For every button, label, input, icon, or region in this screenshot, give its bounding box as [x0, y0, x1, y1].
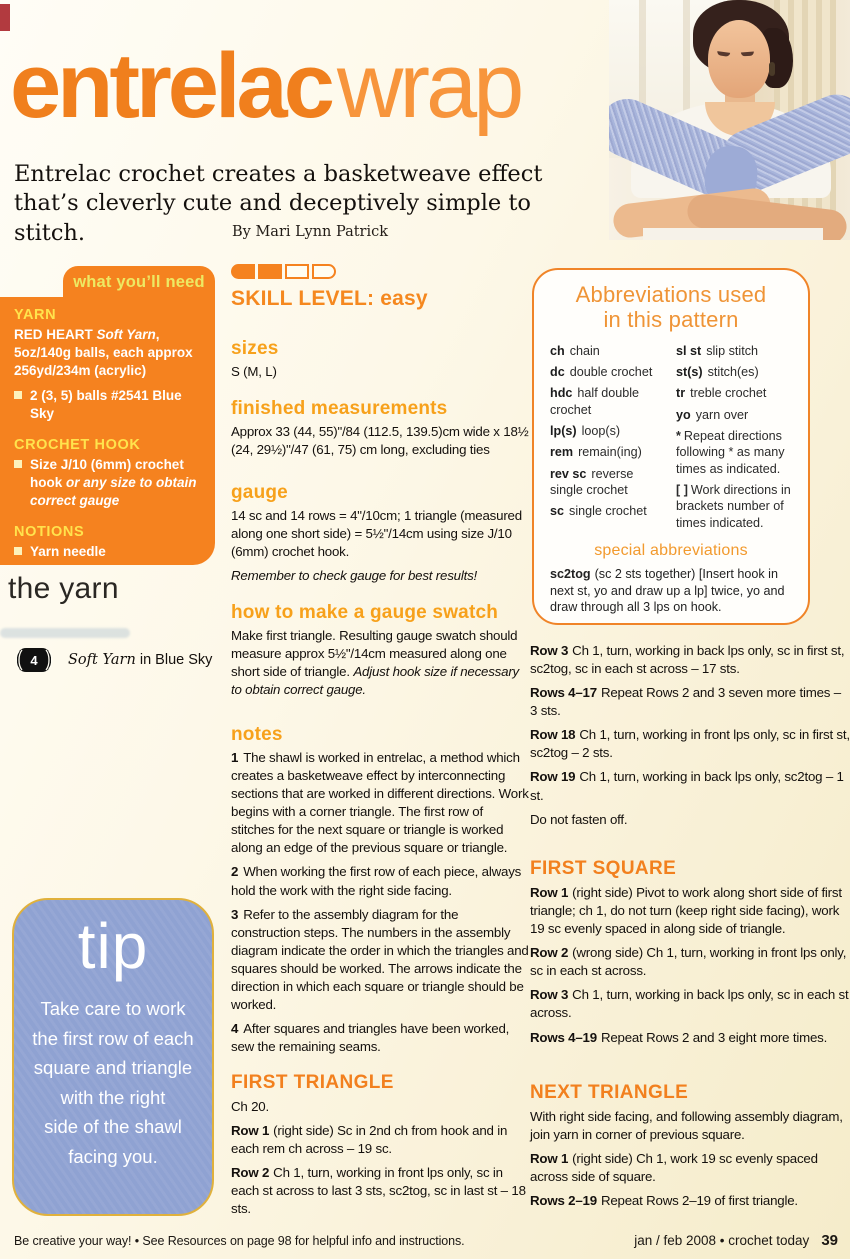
photo-skirt — [643, 228, 823, 240]
bullet-square-icon — [14, 547, 22, 555]
row-text: (right side) Sc in 2nd ch from hook and in each rem ch across – 19 sc. — [231, 1123, 508, 1157]
gauge-reminder: Remember to check gauge for best results! — [231, 568, 478, 584]
first-triangle-intro: Ch 20. — [231, 1099, 269, 1114]
yarn-heading: YARN — [14, 307, 57, 323]
bullet-square-icon — [14, 391, 22, 399]
gauge-swatch-text — [231, 627, 529, 699]
tip-line: square and triangle — [33, 1057, 193, 1079]
row-text: Repeat Rows 2 and 3 eight more times. — [600, 1029, 828, 1045]
row-text: Ch 1, turn, working in front lps only, sc in first st, sc2tog – 2 sts. — [530, 727, 850, 761]
pattern-row — [530, 768, 850, 804]
pattern-row — [530, 684, 850, 720]
first-triangle-outro: Do not fasten off. — [530, 811, 628, 827]
first-triangle-section — [231, 1072, 529, 1224]
pattern-row — [530, 726, 850, 762]
abbrev-note — [676, 482, 792, 531]
row-text: (wrong side) Ch 1, turn, working in front lps only, sc in each st across. — [530, 945, 847, 979]
note-number: 3 — [231, 906, 239, 922]
svg-text:4: 4 — [30, 653, 38, 668]
photo-face — [708, 20, 770, 98]
title-word-entrelac: entrelac — [10, 35, 331, 137]
yarn-weight-icon — [12, 646, 56, 674]
special-abbreviation-item — [550, 566, 792, 616]
abbrev-item — [676, 385, 792, 401]
gauge-heading: gauge — [231, 482, 288, 503]
abbrev-note-lead: [ ] — [676, 483, 688, 498]
note-text: After squares and triangles have been worked, sew the remaining seams. — [231, 1021, 510, 1055]
gauge-swatch-italic: Adjust hook size if necessary to obtain correct gauge. — [231, 664, 519, 698]
row-label: Row 2 — [530, 945, 569, 961]
abbrev-term: tr — [676, 386, 686, 401]
abbrev-item — [550, 503, 666, 519]
next-triangle-intro: With right side facing, and following assembly diagram, join yarn in corner of previous square. — [530, 1109, 843, 1143]
abbreviations-right-column — [676, 343, 792, 537]
abbrev-term: rem — [550, 445, 574, 460]
abbreviations-columns — [550, 343, 792, 537]
abbrev-def: treble crochet — [690, 386, 767, 401]
abbrev-def: stitch(es) — [707, 364, 759, 379]
tip-line: with the right — [60, 1086, 166, 1108]
row-text: Ch 1, turn, working in front lps only, sc in each st across to last 3 sts, sc2tog, sc in last st – 18 sts. — [231, 1165, 526, 1217]
row-label: Row 1 — [231, 1123, 270, 1139]
abbrev-def: reverse single crochet — [550, 466, 634, 498]
abbrev-item — [550, 385, 666, 418]
abbrev-term: dc — [550, 364, 565, 379]
photo-earring — [769, 62, 775, 76]
what-youll-need-label: what you’ll need — [73, 272, 205, 291]
scan-smudge — [0, 628, 130, 638]
what-youll-need-tab — [63, 266, 215, 298]
abbreviations-title — [550, 282, 792, 333]
pattern-row — [530, 884, 850, 938]
abbreviations-title-line1: Abbreviations used — [575, 282, 767, 307]
first-triangle-heading: FIRST TRIANGLE — [231, 1072, 394, 1093]
footer-right — [634, 1232, 838, 1249]
gauge-swatch-section — [231, 602, 529, 699]
abbreviations-title-line2: in this pattern — [603, 307, 739, 333]
yarn-caption-name: Soft Yarn — [68, 652, 136, 668]
abbrev-term: sc — [550, 504, 565, 519]
tip-title: tip — [77, 910, 149, 982]
sizes-section — [231, 338, 529, 381]
abbrev-item — [676, 343, 792, 359]
gauge-swatch-heading: how to make a gauge swatch — [231, 602, 499, 623]
pattern-row — [530, 1192, 850, 1210]
abbrev-item — [550, 466, 666, 499]
sizes-heading: sizes — [231, 338, 279, 359]
footer-issue-text: jan / feb 2008 • crochet today — [634, 1233, 810, 1248]
abbrev-note-lead: * — [676, 429, 681, 444]
skill-level-label: SKILL LEVEL: easy — [231, 287, 428, 310]
pattern-row — [530, 1029, 850, 1047]
abbrev-term: ch — [550, 343, 565, 358]
note-item — [231, 1020, 529, 1056]
abbrev-item — [550, 343, 666, 359]
row-text: Ch 1, turn, working in back lps only, sc in first st, sc2tog, sc in each st across – 17 sts. — [530, 643, 845, 677]
special-abbrev-term: sc2tog — [550, 567, 591, 582]
first-triangle-continued — [530, 642, 850, 829]
what-youll-need-box — [0, 297, 215, 565]
abbrev-def: single crochet — [569, 504, 647, 519]
abbrev-def: double crochet — [569, 364, 653, 379]
first-square-section — [530, 858, 850, 1053]
pattern-row — [530, 944, 850, 980]
notions-heading: NOTIONS — [14, 523, 85, 540]
abbrev-term: st(s) — [676, 364, 703, 379]
abbrev-item — [550, 423, 666, 439]
tip-line: side of the shawl — [44, 1116, 182, 1138]
hook-bullet-item — [14, 456, 203, 509]
byline: By Mari Lynn Patrick — [232, 224, 389, 240]
notions-bullet-item — [14, 543, 203, 561]
yarn-brand: RED HEART — [14, 327, 93, 342]
abbrev-term: hdc — [550, 386, 573, 401]
pattern-row — [530, 986, 850, 1022]
gauge-text: 14 sc and 14 rows = 4"/10cm; 1 triangle (measured along one short side) = 5½"/14cm using size J/10 (6mm) crochet hook. — [231, 508, 522, 560]
gauge-swatch-normal: Make first triangle. Resulting gauge swatch should measure approx 5½"/14cm measured along one short side of triangle. — [231, 628, 518, 680]
tip-box — [12, 898, 214, 1216]
pattern-row — [530, 642, 850, 678]
tip-line: facing you. — [68, 1145, 158, 1167]
abbrev-def: remain(ing) — [578, 445, 642, 460]
row-text: Ch 1, turn, working in back lps only, sc2tog – 1 st. — [530, 769, 844, 803]
tip-text — [14, 994, 212, 1172]
note-item — [231, 749, 529, 857]
row-text: Ch 1, turn, working in back lps only, sc in each st across. — [530, 987, 849, 1021]
row-label: Rows 2–19 — [530, 1193, 597, 1209]
hook-bullet-italic: or any size to obtain correct gauge — [30, 474, 197, 508]
abbrev-note-text: Work directions in brackets number of times indicated. — [676, 483, 791, 530]
abbrev-def: loop(s) — [581, 424, 621, 439]
notes-section — [231, 724, 529, 1056]
yarn-desc: , 5oz/140g balls, each approx 256yd/234m (acrylic) — [14, 327, 193, 378]
notes-heading: notes — [231, 724, 283, 745]
row-label: Row 3 — [530, 987, 569, 1003]
tip-line: the first row of each — [32, 1027, 194, 1049]
row-label: Row 1 — [530, 885, 569, 900]
row-label: Row 19 — [530, 769, 576, 785]
the-yarn-heading: the yarn — [8, 572, 119, 605]
skill-segment-empty — [312, 264, 336, 279]
pattern-row — [530, 1150, 850, 1186]
sizes-text: S (M, L) — [231, 364, 277, 379]
skill-segment-filled — [258, 264, 282, 279]
abbrev-term: rev sc — [550, 466, 587, 481]
row-label: Rows 4–19 — [530, 1029, 597, 1045]
abbrev-term: lp(s) — [550, 424, 577, 439]
corner-mark — [0, 4, 10, 31]
hook-bullet-normal: Size J/10 (6mm) crochet hook — [30, 457, 184, 490]
subtitle: Entrelac crochet creates a basketweave effect that’s cleverly cute and deceptively simple to stitch. — [14, 161, 543, 246]
model-photo — [609, 0, 850, 240]
abbrev-item — [676, 407, 792, 423]
abbrev-def: half double crochet — [550, 386, 640, 417]
note-text: Refer to the assembly diagram for the construction steps. The numbers in the assembly diagram indicate the order in which the triangles and squares should be worked. The arrows indicate the direction in which each square or triangle should be worked. — [231, 906, 529, 1013]
note-number: 4 — [231, 1021, 239, 1037]
title-word-wrap: wrap — [336, 35, 521, 137]
abbrev-note-text: Repeat directions following * as many times as indicated. — [676, 429, 785, 476]
pattern-row — [231, 1164, 529, 1218]
skill-segment-empty — [285, 264, 309, 279]
row-label: Row 3 — [530, 643, 569, 658]
note-text: When working the first row of each piece, always hold the work with the right side facing. — [231, 864, 522, 898]
measurements-heading: finished measurements — [231, 398, 448, 419]
abbreviations-box — [532, 268, 810, 625]
row-label: Row 1 — [530, 1151, 569, 1167]
page-title — [10, 35, 521, 137]
hook-heading: CROCHET HOOK — [14, 437, 141, 454]
row-label: Rows 4–17 — [530, 685, 597, 701]
note-item — [231, 863, 529, 899]
note-text: The shawl is worked in entrelac, a method which creates a basketweave effect by interconnecting sections that are worked in different directions. Work begins with a corner triangle. The first row of stitches for the next square or triangle is worked along an edge of the previous square or triangle. — [231, 750, 529, 856]
skill-level-meter — [231, 264, 529, 279]
note-number: 2 — [231, 864, 239, 880]
hook-bullet-text — [30, 456, 203, 509]
row-text: Repeat Rows 2 and 3 seven more times – 3 sts. — [530, 685, 841, 719]
yarn-caption-rest: in Blue Sky — [135, 652, 213, 668]
abbrev-note — [676, 428, 792, 477]
gauge-section — [231, 482, 529, 585]
skill-level-section — [231, 264, 529, 311]
pattern-row — [231, 1122, 529, 1158]
yarn-caption — [68, 652, 212, 668]
abbrev-def: yarn over — [695, 407, 749, 422]
yarn-bullet-item — [14, 387, 203, 423]
note-number: 1 — [231, 750, 239, 765]
bullet-square-icon — [14, 460, 22, 468]
row-text: (right side) Pivot to work along short side of first triangle; ch 1, do not turn (keep right side facing), work 19 sc evenly spaced in along side of triangle. — [530, 885, 842, 937]
abbrev-item — [676, 364, 792, 380]
abbrev-item — [550, 364, 666, 380]
row-label: Row 2 — [231, 1165, 270, 1181]
abbrev-item — [550, 444, 666, 460]
abbreviations-left-column — [550, 343, 666, 537]
abbrev-def: slip stitch — [706, 343, 758, 358]
next-triangle-section — [530, 1082, 850, 1216]
abbrev-term: sl st — [676, 343, 702, 358]
next-triangle-heading: NEXT TRIANGLE — [530, 1082, 689, 1103]
special-abbreviations-heading: special abbreviations — [594, 542, 748, 560]
special-abbrev-text: (sc 2 sts together) [Insert hook in next st, yo and draw up a lp] twice, yo and draw through all 3 lps on hook. — [550, 567, 785, 615]
abbrev-term: yo — [676, 407, 691, 422]
row-label: Row 18 — [530, 727, 576, 743]
measurements-text: Approx 33 (44, 55)"/84 (112.5, 139.5)cm wide x 18½ (24, 29½)"/47 (61, 75) cm long, excluding ties — [231, 424, 529, 458]
page-number: 39 — [821, 1232, 838, 1249]
footer-left-text: Be creative your way! • See Resources on page 98 for helpful info and instructions. — [14, 1234, 465, 1248]
yarn-name: Soft Yarn — [92, 327, 156, 342]
row-text: Repeat Rows 2–19 of first triangle. — [600, 1193, 798, 1209]
first-square-heading: FIRST SQUARE — [530, 858, 677, 879]
abbrev-def: chain — [569, 343, 600, 358]
yarn-weight-line — [12, 646, 212, 674]
yarn-description — [14, 326, 203, 379]
skill-segment-filled — [231, 264, 255, 279]
note-item — [231, 906, 529, 1014]
row-text: (right side) Ch 1, work 19 sc evenly spaced across side of square. — [530, 1151, 818, 1185]
tip-line: Take care to work — [40, 998, 186, 1019]
yarn-bullet-text: 2 (3, 5) balls #2541 Blue Sky — [30, 388, 182, 422]
measurements-section — [231, 398, 529, 459]
notions-bullet-text: Yarn needle — [30, 543, 106, 559]
